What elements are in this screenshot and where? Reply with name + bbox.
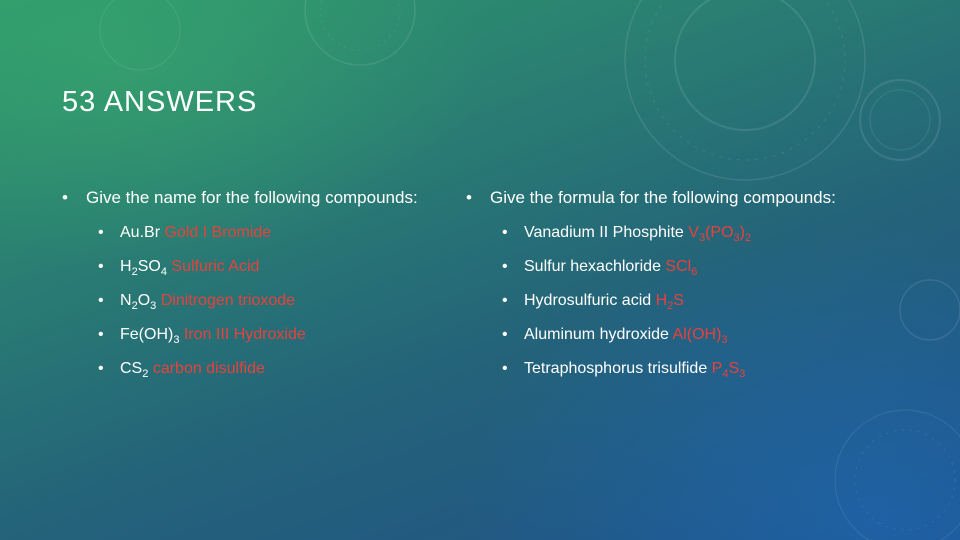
item-question [120,360,149,380]
item-question [524,258,661,275]
item-answer [153,360,265,377]
answer-segment: Gold I Bromide [164,224,272,241]
question-segment: Fe(OH) [120,326,174,343]
item-answer [672,326,728,346]
answer-segment: 3 [739,368,746,380]
list-item [98,289,442,323]
question-segment: Sulfur hexachloride [524,258,661,275]
answer-segment: 4 [722,368,729,380]
question-segment: 2 [131,300,138,312]
item-answer [171,258,259,275]
item-question [120,326,180,346]
list-item [502,255,846,289]
right-items [466,221,846,391]
item-answer [688,224,752,244]
item-question [524,326,669,343]
item-answer [655,292,684,312]
left-items [62,221,442,391]
question-segment: 2 [142,368,149,380]
question-segment: SO [137,258,161,275]
answer-segment: P [711,360,723,377]
answer-segment: V [688,224,699,241]
item-answer [164,224,271,241]
answer-segment: S [673,292,684,309]
question-segment: Aluminum hydroxide [524,326,669,343]
answer-segment: 3 [698,232,706,244]
left-prompt: • Give the name for the following compounds: [62,186,442,209]
list-item [98,221,442,255]
question-segment: 3 [150,300,157,312]
question-segment: O [137,292,151,309]
list-item [502,289,846,323]
question-segment: Vanadium II Phosphite [524,224,684,241]
answer-segment: ) [739,224,745,241]
question-segment: Tetraphosphorus trisulfide [524,360,708,377]
item-question [524,360,707,377]
left-column [62,186,442,391]
list-item [502,357,846,391]
answer-segment: 3 [721,334,728,346]
list-item [98,323,442,357]
item-answer [161,292,295,309]
question-segment: Au.Br [120,224,161,241]
list-item [502,221,846,255]
answer-segment: carbon disulfide [152,360,265,377]
question-segment: 4 [160,266,167,278]
answer-segment: 3 [733,232,740,244]
answer-segment: S [728,360,740,377]
question-segment: 3 [173,334,180,346]
item-question [120,292,157,312]
answer-segment: Al(OH) [672,326,722,343]
answer-segment: H [655,292,668,309]
answer-segment: Sulfuric Acid [171,258,260,275]
answer-segment: (PO [705,224,734,241]
question-segment: 2 [131,266,138,278]
right-prompt: • Give the formula for the following compounds: [466,186,846,209]
item-answer [665,258,698,278]
question-segment: CS [120,360,143,377]
answer-segment: 2 [667,300,674,312]
list-item [502,323,846,357]
item-answer [711,360,746,380]
list-item [98,357,442,391]
question-segment: Hydrosulfuric acid [524,292,652,309]
slide-title: 53 ANSWERS [62,86,258,118]
answer-segment: 2 [744,232,752,244]
list-item [98,255,442,289]
item-question [524,292,651,309]
item-question [120,258,167,278]
question-segment: N [120,292,132,309]
question-segment: H [120,258,132,275]
right-column [466,186,846,391]
answer-segment: Iron III Hydroxide [183,326,306,343]
answer-segment: Dinitrogen trioxode [160,292,296,309]
item-question [120,224,160,241]
item-question [524,224,684,241]
item-answer [184,326,306,343]
answer-segment: 6 [691,266,698,278]
answer-segment: SCl [665,258,692,275]
